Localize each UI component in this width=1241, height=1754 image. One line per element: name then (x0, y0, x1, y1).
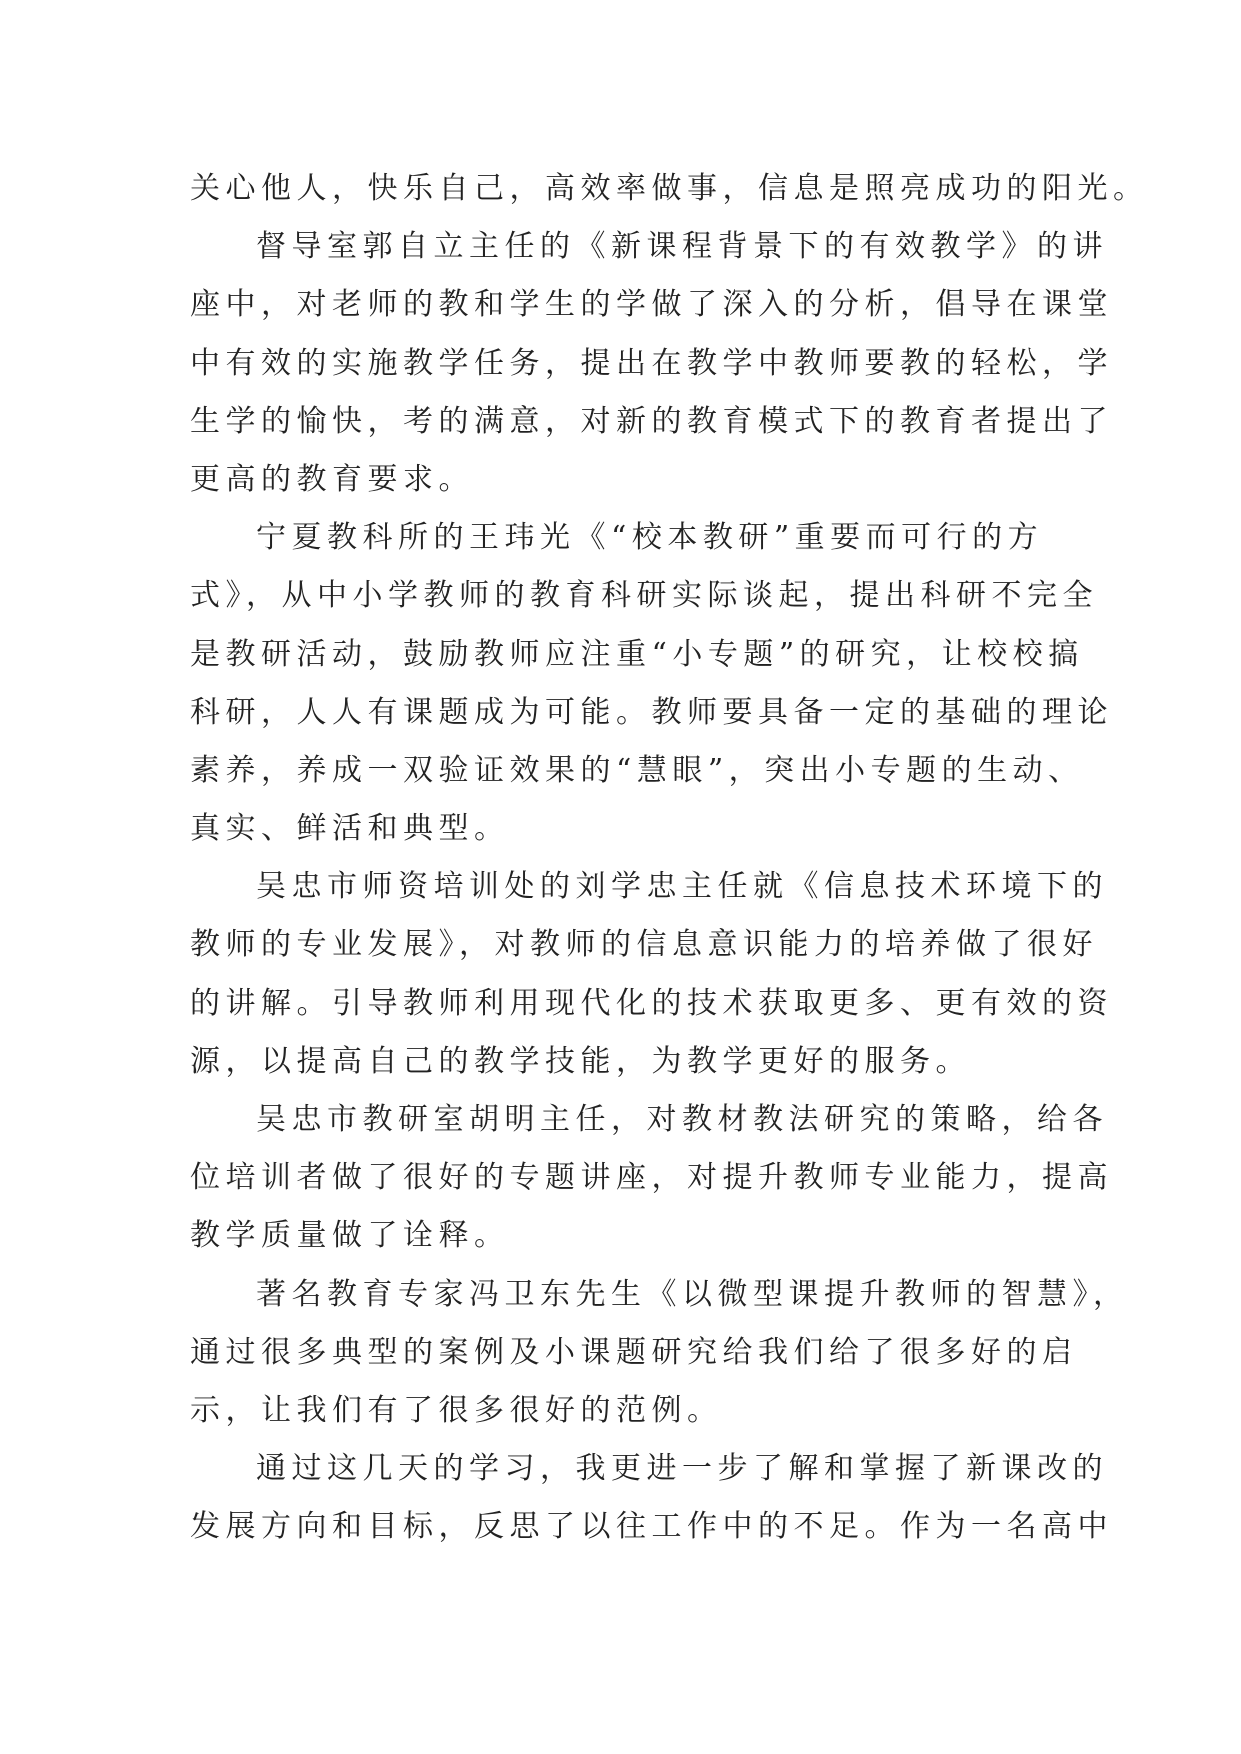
text-line: 位培训者做了很好的专题讲座，对提升教师专业能力，提高 (190, 1160, 1113, 1196)
paragraph-start-line: 通过这几天的学习，我更进一步了解和掌握了新课改的 (256, 1451, 1108, 1487)
text-line: 式》，从中小学教师的教育科研实际谈起，提出科研不完全 (190, 578, 1098, 614)
text-line: 生学的愉快，考的满意，对新的教育模式下的教育者提出了 (190, 403, 1113, 439)
text-line: 源，以提高自己的教学技能，为教学更好的服务。 (190, 1043, 971, 1079)
text-line: 是教研活动，鼓励教师应注重“小专题”的研究，让校校搞 (190, 636, 1084, 672)
text-line: 中有效的实施教学任务，提出在教学中教师要教的轻松，学 (190, 345, 1113, 381)
text-line: 的讲解。引导教师利用现代化的技术获取更多、更有效的资 (190, 985, 1113, 1021)
text-line: 通过很多典型的案例及小课题研究给我们给了很多好的启 (190, 1334, 1078, 1370)
paragraph-start-line: 著名教育专家冯卫东先生《以微型课提升教师的智慧》， (256, 1276, 1129, 1312)
text-line: 素养，养成一双验证效果的“慧眼”，突出小专题的生动、 (190, 752, 1084, 788)
text-line: 科研，人人有课题成为可能。教师要具备一定的基础的理论 (190, 694, 1113, 730)
text-line: 更高的教育要求。 (190, 461, 474, 497)
text-line: 教师的专业发展》，对教师的信息意识能力的培养做了很好 (190, 927, 1098, 963)
paragraph-start-line: 宁夏教科所的王玮光《“校本教研”重要而可行的方 (256, 520, 1044, 556)
text-line: 示，让我们有了很多很好的范例。 (190, 1392, 723, 1428)
text-line: 座中，对老师的教和学生的学做了深入的分析，倡导在课堂 (190, 287, 1113, 323)
text-line: 真实、鲜活和典型。 (190, 811, 510, 847)
text-line: 发展方向和目标，反思了以往工作中的不足。作为一名高中 (190, 1509, 1113, 1545)
text-line: 关心他人，快乐自己，高效率做事，信息是照亮成功的阳光。 (190, 171, 1149, 206)
paragraph-start-line: 吴忠市师资培训处的刘学忠主任就《信息技术环境下的 (256, 869, 1108, 905)
paragraph-start-line: 督导室郭自立主任的《新课程背景下的有效教学》的讲 (256, 229, 1108, 265)
paragraph-start-line: 吴忠市教研室胡明主任，对教材教法研究的策略，给各 (256, 1102, 1108, 1137)
text-line: 教学质量做了诠释。 (190, 1218, 510, 1254)
document-body (190, 160, 1149, 1557)
